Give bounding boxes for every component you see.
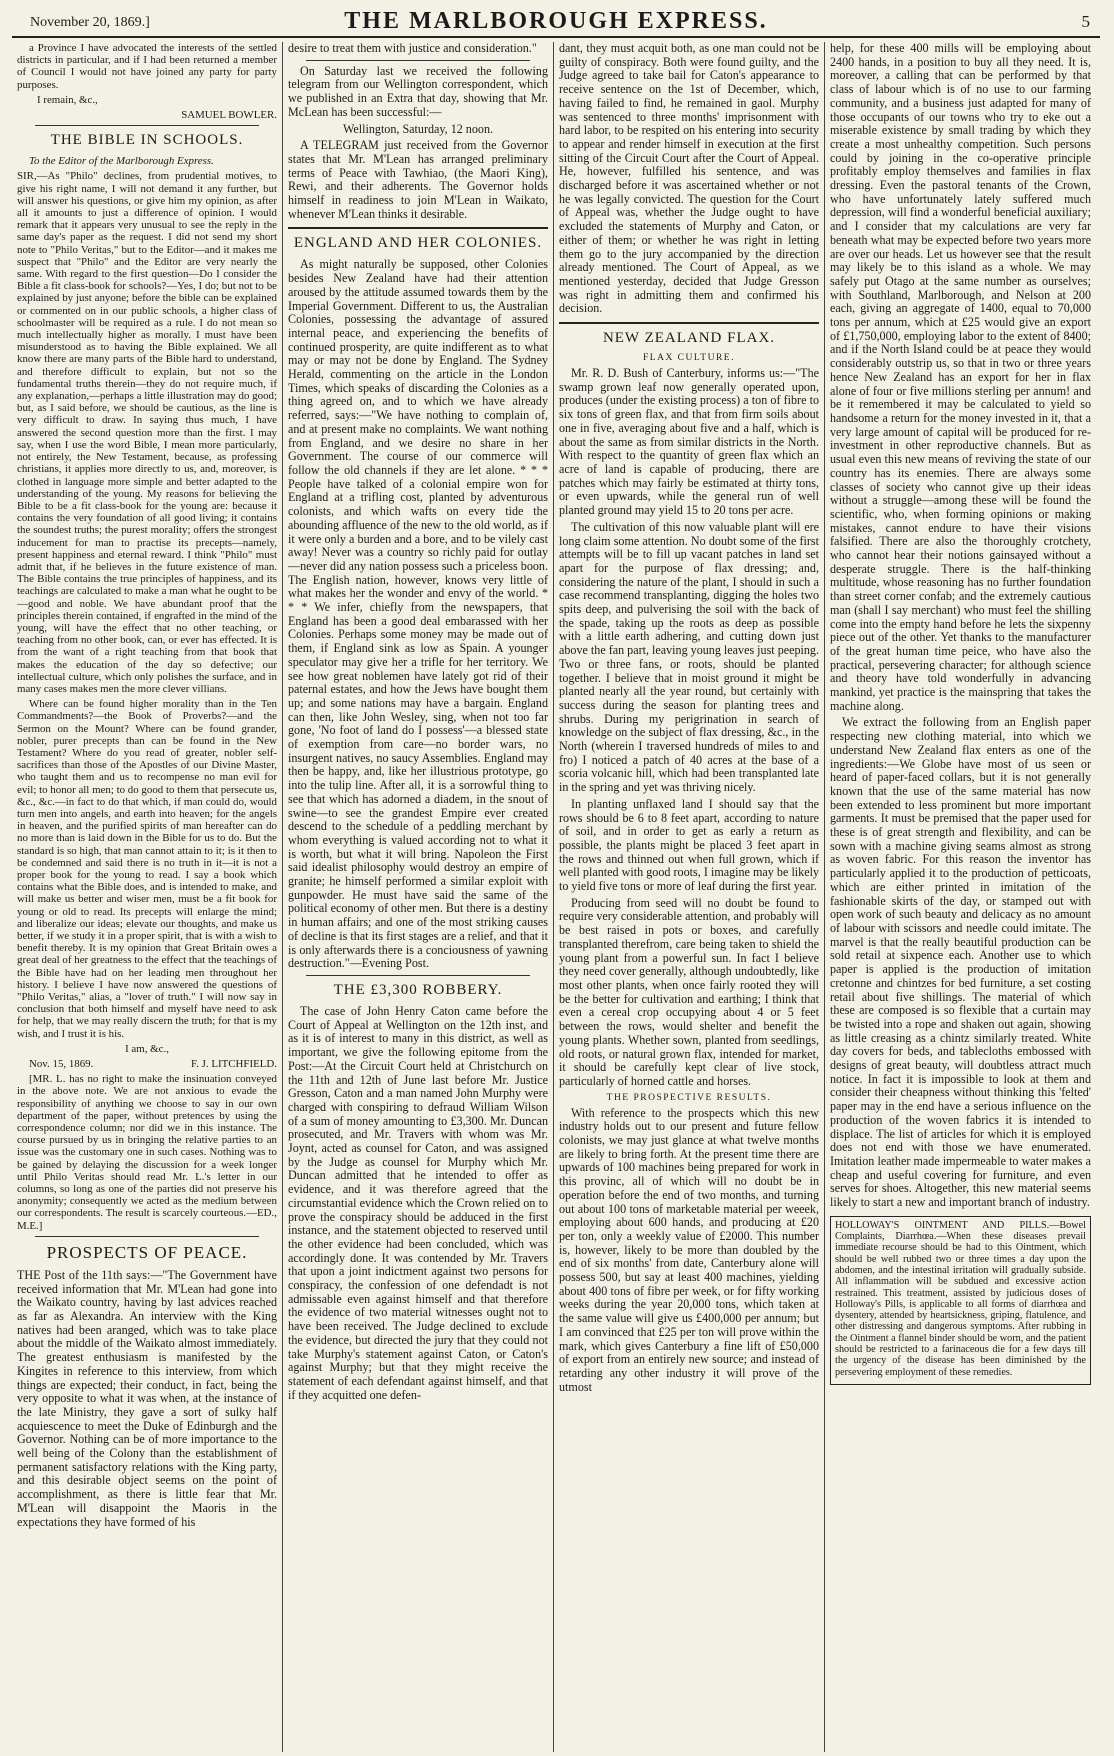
prospects-paragraph: help, for these 400 mills will be employing about 2400 hands, in a position to buy all they need. It is, moreover, a calling that can be performed by that class of labour which is of no use to our farming community, and a business just adapted for many of those occupants of our towns who try to eke out a miserable existence by small trading by which they create a most unhealthy competition. Such persons could by joining in the co-operative principle profitably employ themselves and families in flax dressing. Even the pastoral tenants of the Crown, who have unfortunately lately suffered much depression, will find a wonderful beneficial auxiliary; and I consider that my calculations are very far beneath what may be expected before two years more are over our heads. Let us however see that the result may likely be to this island as a whole. We may safely put Otago at the same number as ourselves; with Southland, Marlborough, and Nelson at 200 each, giving an aggregate of 1400, equal to 70,000 tons per annum, which at £25 would give an export of £1,750,000, employing labor to the extent of 8400; and if the North Island could be at peace they would considerably outstrip us, so that in two or three years hence New Zealand has an export for her in flax alone of four or five millions sterling per annum! and be it remembered it may be calculated to yield so handsome a return for the money invested in it, that a very large amount of capital will be produced for re-investment in other reproductive channels. But as usual even this new means of reviving the state of our country has its enemies. There are always some classes of society who cannot give up their ideas without a struggle—among these will be found the scientific, who, when forming opinions or making mistakes, cannot endure to have their visions falsified. There are also the thoroughly crotchety, who cannot hear their notions gainsayed without a desperate struggle. There is the half-thinking multitude, whose reasoning has no further foundation than street corner confab; and the extremely cautious man (shall I say merchant) who must feel the shilling come into the empty hand before he lets the sixpenny piece out of the other. Yet thanks to the manufacturer of the great human time peice, who have also the practical, persevering character; for although science and theory have told wonderfully in advancing mankind, yet practice is the mainspring that takes the machine along.: [830, 42, 1091, 713]
page-number: 5: [1081, 12, 1090, 31]
letter-date: Nov. 15, 1869. F. J. LITCHFIELD.: [29, 1058, 277, 1071]
editor-note: [MR. L. has no right to make the insinuation conveyed in the above note. We are not anxious to evade the responsibility of anything we choose to say in our own department of the paper, without pretences by using the correspondence column; nor did we in this instance. The course pursued by us in bringing the relative parties to an issue was the customary one in such cases. Nothing was to be gained by delaying the discussion for a week longer until Philo Veritas should read Mr. L.'s letter in our columns, so long as one of the parties did not preserve his anonymity; consequently we acted as the medium between our correspondents. The result is scarcely courteous.—ED., M.E.]: [17, 1073, 277, 1232]
letter-salutation: To the Editor of the Marlborough Express.: [29, 155, 214, 168]
bible-paragraph: Where can be found higher morality than in the Ten Commandments?—the Book of Proverbs?—and the Sermon on the Mount? Where can be found grander, nobler, purer precepts than can be found in the New Testament? Where do you read of greater, nobler self-sacrifices than those of the Apostles of our Divine Master, who taught them and us to recompense no man evil for evil; to honor all men; to do good to them that persecute us, &c., &c.—in fact to do that which, if man could do, would turn men into angels, and earth into heaven; for the angels in heaven, and the purified spirits of man hereafter can do no more than is laid down in the Bible for us to do. But the standard is so high, that man cannot attain to it; is it then to be condemned and said there is no truth in it—it is not a proper book for the young to read. I say a book which contains what the Bible does, and is intended to make, and will make us better and wiser men, must be a fit book for young or old to read. Its precepts will enlarge the mind; and liberalize our ideas; elevate our thoughts, and make us better, if we study it in a proper spirit, that is with a wish to benefit thereby. It is my opinion that Great Britain owes a great deal of her greatness to the effect that the teachings of the Bible have had on her leading men throughout her history. I believe I have now answered the questions of "Philo Veritas," alias, a "lover of truth." I will now say in conclusion that both himself and myself have need to ask for help, that we may really discern the truth; for that is my wish, and I trust it is his.: [17, 698, 277, 1040]
column-3: [554, 42, 825, 1752]
section-title-flax: NEW ZEALAND FLAX.: [602, 330, 776, 347]
section-title-robbery: THE £3,300 ROBBERY.: [333, 982, 503, 998]
advertisement: [830, 1216, 1091, 1385]
divider: [35, 1236, 259, 1237]
subsection-title-flax-culture: FLAX CULTURE.: [643, 353, 735, 364]
flax-paragraph: The cultivation of this now valuable plant will ere long claim some attention. No doubt some of the first attempts will be to fill up vacant patches in land set apart for the purpose of flax dressing; and, considering the nature of the plant, I should in such a case recommend transplanting, digging the holes two spits deep, and pulverising the soil with the back of the spade, taking up the roots as deep as possible with a little earth adhering, and cutting down just above the fan part, leaving young leaves just peeping. Two or three fans, or roots, should be planted together. I believe that in moist ground it might be planted nearly all the year round, but certainly with success during the season for planting trees and shrubs. During my perigrination in search of knowledge on the subject of flax dressing, &c., in the North (wherein I traversed hundreds of miles to and fro) I noticed a patch of 40 acres at the base of a scoria volcanic hill, which had been transplanted late in the spring and yet was thriving nicely.: [559, 519, 819, 795]
robbery-paragraph: dant, they must acquit both, as one man could not be guilty of conspiracy. Both were found guilty, and the Judge agreed to take bail for Caton's appearance to receive sentence on the 1st of December, which, having failed to find, he remained in gaol. Murphy was sentenced to three months' imprisonment with hard labor, to be respited on his entering into security to appear and render himself in execution at the first sitting of the Circuit Court after the Court of Appeal. He, however, fulfilled his sentence, and was discharged before it was ascertained whether or not he was legally convicted. The question for the Court of Appeal was, whether the Judge ought to have excluded the statements of Murphy and Caton, or either of them; or whether he was right in letting them go to the jury accompanied by the direction already mentioned. The Court of Appeal, as we mentioned yesterday, decided that Judge Gresson was right in admitting them and confirmed his decision.: [559, 42, 819, 316]
bible-paragraph: SIR,—As "Philo" declines, from prudential motives, to give his right name, I will not demand it any further, but will answer his questions, or give him my opinion, as after all it amounts to just a difference of opinion. I would remark that it appears very unusual to see the reply in the same day's paper as the request. I did not send my short note to "Philo Veritas," but to the Editor—and it makes me suspect that "Philo" and the Editor are very nearly the same. With regard to the first question—Do I consider the Bible a fit class-book for schools?—Yes, I do; but not to be explained by just anyone; before the bible can be explained or commented on in our public schools, a higher class of schoolmaster will be required as a rule. I do not mean so much intellectually higher as morally. I must have been misunderstood as to having the Bible explained. We all know there are many parts of the Bible hard to understand, and therefore difficult to explain, but not so the fundamental truths therein—they do not require much, if any explanation,—perhaps a little illustration may do good; but, as I said before, we should be cautious, as the line is very difficult to draw. In saying thus much, I have answered the second question more than the first. I may say, when I use the word Bible, I mean more particularly, not entirely, the New Testament, because, as professing christians, it applies more directly to us, and, moreover, is clothed in language more simple and better adapted to the understanding of the young. My reasons for believing the Bible to be a fit class-book for the young are: because it contains the very foundation of all good living; it contains the soundest truths; the purest morality; offers the strongest inducement for man to practise its precepts—namely, present happiness and eternal reward. I think "Philo" must admit that, if he believes in the future existence of man. The Bible contains the true principles of happiness, and its teachings are calculated to make a man what he ought to be—good and noble. We have abundant proof that the principles therein contained, if engrafted in the mind of the young, will have the effect that no other teaching, or teaching from no other book, can, or ever has effected. It is from the want of a right teaching from that book that makes the education of the day so defective; our intellectual culture, which only polishes the surface, and in many cases makes men the more clever villians.: [17, 170, 277, 695]
divider: [559, 322, 819, 324]
divider: [288, 227, 548, 229]
section-title-bible: THE BIBLE IN SCHOOLS.: [50, 132, 244, 149]
flax-paragraph: Mr. R. D. Bush of Canterbury, informs us:—"The swamp grown leaf now generally operated upon, produces (under the existing process) a ton of fibre to six tons of green flax, and that from firm soils about one in five, averaging about five and a half, which is about the same as from similar districts in the North. With respect to the quantity of green flax which an acre of land is capable of producing, there are patches which may fairly be estimated at thirty tons, or even upwards, while the general run of well planted ground may yield 15 to 20 tons per acre.: [559, 366, 819, 518]
flax-paragraph: Producing from seed will no doubt be found to require very considerable attention, and probably will be best raised in pots or boxes, and carefully transplanted therefrom, care being taken to shield the young plant from a powerful sun. In fact I believe they need cover generally, although undoubtedly, like most other plants, when once fairly rooted they will be the better for cultivation and earthing; I think that even a cereal crop occupying about 4 or 5 feet between the rows, would shelter and benefit the young plants. Whether sown, planted from seedlings, old roots, or natural grown flax, intended for market, it should be carefully kept clear of live stock, particularly of horned cattle and horses.: [559, 895, 819, 1088]
clothing-paragraph: We extract the following from an English paper respecting new clothing material, into which we understand New Zealand flax enters as one of the ingredients:—We Globe have most of us seen or heard of paper-faced collars, but it is not generally known that the use of the same material has now been extended to less prominent but more important garments. It must be premised that the paper used for these is of great strength and flexibility, and can be sown with a machine giving seams almost as strong as woven fabric. For this reason the inventor has particularly applied it to the production of petticoats, which are either printed in imitation of the fashionable skirts of the day, or stamped out with open work of such beauty and delicacy as no amount of labour with scissors and needle could imitate. The marvel is that the really beautiful production can be sold retail at sixpence each. Another use to which paper is applied is the production of imitation cretonne and chintzes for bed furniture, a set costing retail about five shillings. The material of which these are composed is so flexible that a curtain may be twisted into a rope and shaken out again, showing as little creasing as a chintz similarly treated. White day covers for beds, and tablecloths embossed with designs of great beauty, will doubtless attract much notice. In fact it is impossible to look at them and consider their cheapness without thinking this 'felted' paper may in the end have a serious influence on the production of the woven fabrics it is intended to displace. The list of articles for which it is employed does not end with those we have enumerated. Imitation leather made impermeable to water makes a cheap and useful covering for furniture, and even serves for shoes. Altogether, this new material seems likely to start a new and important branch of industry.: [830, 715, 1091, 1210]
masthead: [12, 6, 1100, 38]
robbery-paragraph: The case of John Henry Caton came before the Court of Appeal at Wellington on the 12th inst, and as it is of interest to many in this district, as well as important, we give the following epitome from the Post:—At the Circuit Court held at Christchurch on the 11th and 12th of June last before Mr. Justice Gresson, Caton and a man named John Murphy were charged with conspiring to defraud William Wilson of a sum of money amounting to £3,300. Mr. Duncan prosecuted, and Mr. Travers with whom was Mr. Joynt, acted as counsel for Caton, and was assigned by the Judge as counsel for Murphy which Mr. Duncan admitted that he intended to offer as evidence, and it was therefore agreed that the circumstantial evidence which the Crown relied on to prove the conspiracy should be adduced in the first instance, and the statement objected to reserved until the other evidence had been concluded, which was accordingly done. It was contended by Mr. Travers that upon a joint indictment against two persons for conspiracy, the confession of one defendadt is not admissable even against himself and that therefore the evidence of two material witnesses ought not to have been received. The Judge declined to exclude the evidence, but directed the jury that they could not take Murphy's statement against Caton, or Caton's against Murphy; but that they might receive the statement of each defendant against himself, and that if they acquitted one defen-: [288, 1004, 548, 1402]
telegram-intro: On Saturday last we received the following telegram from our Wellington correspondent, which we published in an Extra that day, showing that Mr. McLean has been successful:—: [288, 63, 548, 119]
column-2: [283, 42, 554, 1752]
letter-closing: I am, &c.,: [125, 1042, 169, 1055]
divider: [306, 60, 530, 61]
letter-signature: F. J. LITCHFIELD.: [191, 1058, 277, 1071]
columns: [12, 42, 1100, 1752]
newspaper-title: THE MARLBOROUGH EXPRESS.: [344, 8, 768, 34]
subsection-title-prospects: THE PROSPECTIVE RESULTS.: [606, 1092, 772, 1103]
telegram-dateline: Wellington, Saturday, 12 noon.: [342, 121, 494, 136]
flax-paragraph: In planting unflaxed land I should say that the rows should be 6 to 8 feet apart, according to nature of soil, and in order to get as early a return as possible, the plants might be placed 3 feet apart in the rows and thinned out when full grown, which if well planted with good roots, I imagine may be likely to yield five tons or more of leaf during the first year.: [559, 796, 819, 894]
letter-intro: a Province I have advocated the interests of the settled districts in particular, and if I had been returned a member of Council I would not have joined any party for party purposes.: [17, 42, 277, 91]
issue-date: November 20, 1869.]: [30, 15, 150, 30]
prospects-paragraph: With reference to the prospects which this new industry holds out to our present and future fellow colonists, we may just glance at what twelve months are likely to bring forth. At the present time there are upwards of 100 machines being prepared for work in this provinc, all of which will no doubt be in operation before the end of two months, and turning out about 100 tons of marketable material per weeek, employing about 600 hands, and producing at £20 per ton, only a weekly value of £2000. This number is, however, likely to be more than doubled by the end of six months' from date, Canterbury alone will possess 500, but say at least 400 machines, yielding about 400 tons of fibre per week, or for fifty working weeks during the year 20,000 tons, which taken at the same value will give us £400,000 per annum; but I am convinced that £25 per ton will prove within the mark, which gives Canterbury a fine lift of £50,000 of export from an entirely new source; and instead of retarding any other industry it will prove of the utmost: [559, 1105, 819, 1394]
peace-paragraph: THE Post of the 11th says:—"The Government have received information that Mr. M'Lean had gone into the Waikato country, having by last advices reached as far as Alexandra. An interview with the King natives had been aranged, which was to take place about the middle of the Waikato almost immediately. The greatest enthusiasm is manifested by the Kingites in reference to this interview, from which things are expected; their conduct, in fact, being the very opposite to what it was when, at the instance of the late Ministry, they gave a sort of sulky half acquiescence to meet the Duke of Edinburgh and the Governor. Nothing can be of more importance to the well being of the Colony than the establishment of permanent satisfactory relations with the King party, and this desirable object seems on the point of accomplishment, as there is little fear that Mr. M'Lean will disappoint the Maoris in the expectations they have formed of his: [17, 1267, 277, 1529]
divider: [306, 975, 530, 976]
divider: [35, 125, 259, 126]
section-title-peace: PROSPECTS OF PEACE.: [46, 1242, 248, 1262]
letter-signature: SAMUEL BOWLER.: [181, 109, 277, 122]
letter-closing: I remain, &c.,: [37, 93, 98, 106]
column-1: [12, 42, 283, 1752]
england-paragraph: As might naturally be supposed, other Colonies besides New Zealand have had their attention aroused by the attitude assumed towards them by the Imperial Government. Different to us, the Australian Colonies, possessing the advantage of assured internal peace, and experiencing the benefits of continued prosperity, are quite indifferent as to what may or may not be done by England. The Sydney Herald, commenting on the article in the London Times, which speaks of discarding the Colonies as a thing agreed on, and to which we have already referred, says:—"We have nothing to complain of, and at present make no complaints. We want nothing from England, and we desire no share in her Government. The course of our commerce will follow the old channels if they are let alone. * * * People have talked of a colonial empire won for England at a trifling cost, planted by adventurous colonists, and which wafts on every tide the abounding affluence of the new to the old world, as if it were only a burden and a bore, and to be vilely cast away! Never was a country so richly paid for outlay—never did any nation possess such a priceless boon. The English nation, however, knows very little of what makes her the wonder and envy of the world. * * * We infer, chiefly from the newspapers, that England has been a good deal embarassed with her Colonies. Perhaps some money may be made out of them, if England sink as low as Spain. A younger speculator may give her a trifle for her territory. We see how great noblemen have lately got rid of their paternal estates, and how the Jews have bought them up; and some nations may have a bargain. England can then, like John Wesley, sing, when not too far gone, 'No foot of land do I possess'—a blessed state of exemption from care—no border wars, no insurgent natives, no saucy Assemblies. England may then be happy, and, like her illustrious prototype, go into the tulip line. After all, it is a sorrowful thing to see that which has adorned a diadem, in the snout of swine—to see the grandest Empire ever created descend to the schedule of a peddling merchant by whom everything is valued according not to what it is worth, but what it will bring. Napoleon the First said idealist philosophy would destroy an empire of granite; he himself performed a similar exploit with gunpowder. He must have said the same of the political economy of other men. But there is a destiny in human affairs; and one of the most striking causes of decline is that its first stages are a relief, and that it is only afterwards there is a conciousness of yawning destruction."—Evening Post.: [288, 257, 548, 971]
advertisement-text: HOLLOWAY'S OINTMENT AND PILLS.—Bowel Complaints, Diarrhœa.—When these diseases prevail immediate recourse should be had to this Ointment, which should be well rubbed two or three times a day upon the abdomen, and the intestinal irritation will gradually subside. All inflammation will be subdued and excessive action restrained. This treatment, assisted by judicious doses of Holloway's Pills, is applicable to all forms of diarrhœa and dysentery, attended by heartsickness, griping, flatulence, and other distressing and dangerous symptoms. After rubbing in the Ointment a flannel binder should be worn, and the patient should be restricted to a farinaceous die for a few days till the urgency of the disease has been diminished by the persevering employment of these remedies.: [835, 1219, 1086, 1378]
telegram-body: A TELEGRAM just received from the Governor states that Mr. M'Lean has arranged preliminary terms of Peace with Tawhiao, (the Maori King), Rewi, and their adherents. The Governor holds himself in readiness to join M'Lean in Waikato, whenever M'Lean thinks it desirable.: [288, 138, 548, 221]
column-4: [825, 42, 1096, 1752]
section-title-england: ENGLAND AND HER COLONIES.: [293, 235, 543, 252]
peace-paragraph: desire to treat them with justice and consideration.": [288, 42, 537, 55]
